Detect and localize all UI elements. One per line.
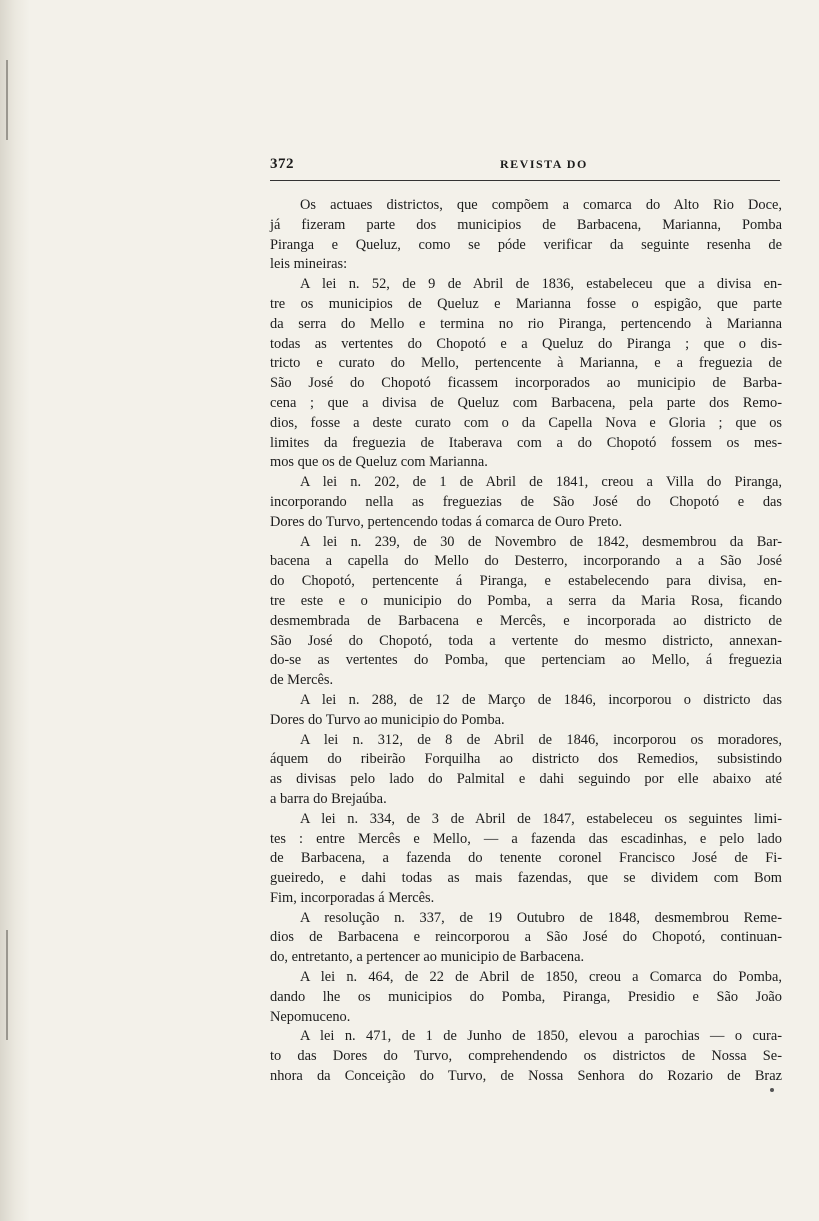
- text-line: do Chopotó, pertencente á Piranga, e estabelecendo para divisa, en-: [270, 573, 782, 590]
- text-line: A lei n. 471, de 1 de Junho de 1850, elevou a parochias — o cura-: [300, 1028, 782, 1045]
- text-line: incorporando nella as freguezias de São José do Chopotó e das: [270, 493, 782, 510]
- text-line: do, entretanto, a pertencer ao municipio de Barbacena.: [270, 949, 585, 966]
- text-line: Piranga e Queluz, como se póde verificar da seguinte resenha de: [270, 236, 782, 253]
- text-line: São José do Chopotó, toda a vertente do mesmo districto, annexan-: [270, 632, 782, 649]
- text-line: bacena a capella do Mello do Desterro, incorporando a a São José: [270, 553, 782, 570]
- page-header: [270, 156, 780, 176]
- text-line: tes : entre Mercês e Mello, — a fazenda das escadinhas, e pelo lado: [270, 830, 782, 847]
- text-line: cena ; que a divisa de Queluz com Barbacena, pela parte dos Remo-: [270, 394, 782, 411]
- text-line: Dores do Turvo, pertencendo todas á comarca de Ouro Preto.: [270, 513, 623, 530]
- text-line: Nepomuceno.: [270, 1008, 351, 1025]
- text-line: A lei n. 202, de 1 de Abril de 1841, creou a Villa do Piranga,: [300, 474, 782, 491]
- running-head: REVISTA DO: [500, 157, 588, 171]
- text-line: Dores do Turvo ao municipio do Pomba.: [270, 711, 505, 728]
- body-text: [270, 196, 782, 1087]
- text-line: A lei n. 288, de 12 de Março de 1846, incorporou o districto das: [300, 691, 782, 708]
- page-edge-shadow: [0, 0, 30, 1221]
- page-mark: [770, 1088, 774, 1092]
- text-line: A lei n. 312, de 8 de Abril de 1846, incorporou os moradores,: [300, 731, 782, 748]
- edge-mark: [6, 60, 8, 140]
- text-line: nhora da Conceição do Turvo, de Nossa Senhora do Rozario de Braz: [270, 1068, 782, 1085]
- text-line: da serra do Mello e termina no rio Piranga, pertencendo à Marianna: [270, 315, 782, 332]
- text-line: A resolução n. 337, de 19 Outubro de 1848, desmembrou Reme-: [300, 909, 782, 926]
- text-line: dando lhe os municipios do Pomba, Piranga, Presidio e São João: [270, 988, 782, 1005]
- text-line: A lei n. 239, de 30 de Novembro de 1842, desmembrou da Bar-: [300, 533, 782, 550]
- text-line: tre os municipios de Queluz e Marianna fosse o espigão, que parte: [270, 295, 782, 312]
- text-line: limites da freguezia de Itaberava com a do Chopotó fossem os mes-: [270, 434, 782, 451]
- text-line: todas as vertentes do Chopotó e a Queluz do Piranga ; que o dis-: [270, 335, 782, 352]
- header-rule: [270, 180, 780, 181]
- text-line: de Barbacena, a fazenda do tenente coronel Francisco José de Fi-: [270, 850, 782, 867]
- text-line: Os actuaes districtos, que compõem a comarca do Alto Rio Doce,: [300, 197, 782, 213]
- text-line: dios, fosse a deste curato com o da Capella Nova e Gloria ; que os: [270, 414, 782, 431]
- text-line: A lei n. 334, de 3 de Abril de 1847, estabeleceu os seguintes limi-: [300, 810, 782, 827]
- text-line: já fizeram parte dos municipios de Barbacena, Marianna, Pomba: [270, 216, 782, 233]
- edge-mark: [6, 930, 8, 1040]
- text-line: de Mercês.: [270, 672, 334, 689]
- text-line: a barra do Brejaúba.: [270, 790, 387, 807]
- text-line: Fim, incorporadas á Mercês.: [270, 889, 435, 906]
- text-line: tre este e o municipio do Pomba, a serra da Maria Rosa, ficando: [270, 592, 782, 609]
- text-line: dios de Barbacena e reincorporou a São José do Chopotó, continuan-: [270, 929, 782, 946]
- text-line: gueiredo, e dahi todas as mais fazendas, que se dividem com Bom: [270, 870, 782, 887]
- text-line: as divisas pelo lado do Palmital e dahi seguindo por elle abaixo até: [270, 771, 782, 788]
- text-line: A lei n. 52, de 9 de Abril de 1836, estabeleceu que a divisa en-: [300, 276, 782, 293]
- page-number: 372: [270, 156, 294, 172]
- text-line: São José do Chopotó ficassem incorporados ao municipio de Barba-: [270, 375, 782, 392]
- text-line: tricto e curato do Mello, pertencente à Marianna, e a freguezia de: [270, 355, 782, 372]
- text-line: to das Dores do Turvo, comprehendendo os districtos de Nossa Se-: [270, 1048, 782, 1065]
- text-line: A lei n. 464, de 22 de Abril de 1850, creou a Comarca do Pomba,: [300, 969, 782, 986]
- text-line: desmembrada de Barbacena e Mercês, e incorporada ao districto de: [270, 612, 782, 629]
- text-line: do-se as vertentes do Pomba, que pertenciam ao Mello, á freguezia: [270, 652, 782, 669]
- text-line: leis mineiras:: [270, 256, 348, 273]
- text-line: mos que os de Queluz com Marianna.: [270, 454, 488, 471]
- text-line: áquem do ribeirão Forquilha ao districto dos Remedios, subsistindo: [270, 751, 782, 768]
